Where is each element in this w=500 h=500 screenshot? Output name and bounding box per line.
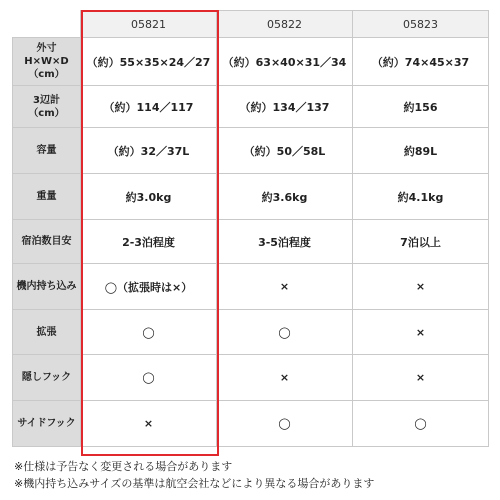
- table-cell: ×: [81, 401, 217, 447]
- table-row: [13, 220, 489, 264]
- table-cell: 約3.6kg: [217, 174, 353, 220]
- column-header-05822: 05822: [217, 11, 353, 38]
- corner-cell: [13, 11, 81, 38]
- row-header-carry-on: 機内持ち込み: [13, 264, 81, 310]
- table-row: [13, 310, 489, 355]
- table-cell: ◯: [81, 355, 217, 401]
- footnote-specs-change: ※仕様は予告なく変更される場合があります: [14, 460, 233, 473]
- footnote-carry-on-standard: ※機内持ち込みサイズの基準は航空会社などにより異なる場合があります: [14, 477, 375, 490]
- row-header-expansion: 拡張: [13, 310, 81, 355]
- table-cell: 3-5泊程度: [217, 220, 353, 264]
- table-cell: 約3.0kg: [81, 174, 217, 220]
- table-cell: ×: [217, 264, 353, 310]
- row-header-side-hook: サイドフック: [13, 401, 81, 447]
- row-header-three-sides: 3辺計 （cm）: [13, 86, 81, 128]
- table-cell: 約89L: [353, 128, 489, 174]
- table-row: [13, 86, 489, 128]
- table-cell: （約）50／58L: [217, 128, 353, 174]
- row-header-weight: 重量: [13, 174, 81, 220]
- table-cell: ×: [353, 310, 489, 355]
- row-header-capacity: 容量: [13, 128, 81, 174]
- table-cell: 2-3泊程度: [81, 220, 217, 264]
- column-header-05821: 05821: [81, 11, 217, 38]
- table-row: [13, 355, 489, 401]
- table-cell: （約）134／137: [217, 86, 353, 128]
- table-row: [13, 128, 489, 174]
- table-cell: ◯: [217, 401, 353, 447]
- table-cell: ×: [353, 355, 489, 401]
- table-cell: ◯: [353, 401, 489, 447]
- footnotes: [14, 458, 374, 492]
- table-row: [13, 264, 489, 310]
- table-row: [13, 174, 489, 220]
- table-row: [13, 38, 489, 86]
- table-cell: （約）114／117: [81, 86, 217, 128]
- table-cell: ×: [353, 264, 489, 310]
- row-header-nights: 宿泊数目安: [13, 220, 81, 264]
- table-cell: ◯: [217, 310, 353, 355]
- spec-comparison-table: [12, 10, 489, 447]
- table-cell: ×: [217, 355, 353, 401]
- table-cell: 約156: [353, 86, 489, 128]
- table-row: [13, 401, 489, 447]
- table-cell: ◯: [81, 310, 217, 355]
- header-row: [13, 11, 489, 38]
- table-cell: 約4.1kg: [353, 174, 489, 220]
- table-cell: （約）55×35×24／27: [81, 38, 217, 86]
- table-cell: （約）74×45×37: [353, 38, 489, 86]
- table-cell: 7泊以上: [353, 220, 489, 264]
- table-cell: （約）63×40×31／34: [217, 38, 353, 86]
- table-cell: ◯（拡張時は×）: [81, 264, 217, 310]
- row-header-hidden-hook: 隠しフック: [13, 355, 81, 401]
- column-header-05823: 05823: [353, 11, 489, 38]
- table-cell: （約）32／37L: [81, 128, 217, 174]
- row-header-dimensions: 外寸 H×W×D （cm）: [13, 38, 81, 86]
- spec-table-container: [12, 10, 488, 447]
